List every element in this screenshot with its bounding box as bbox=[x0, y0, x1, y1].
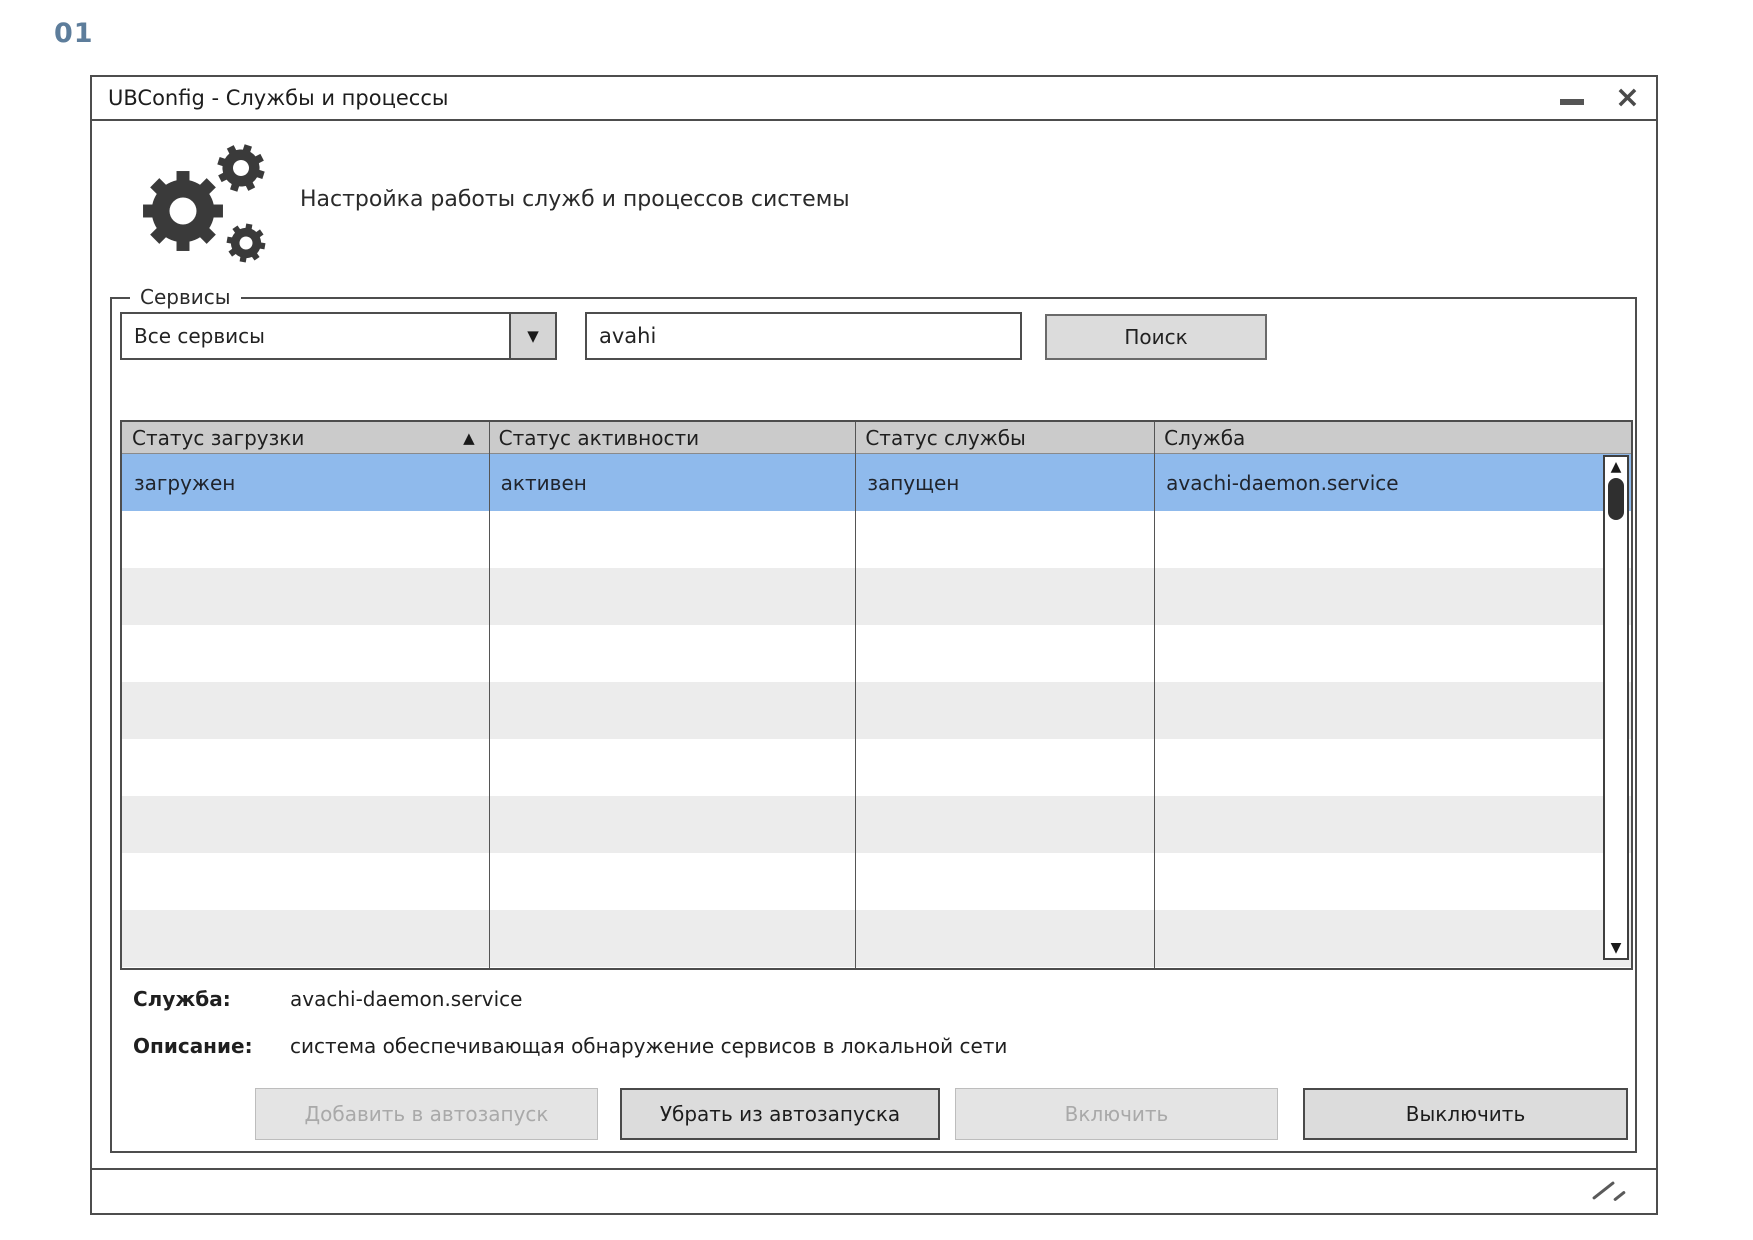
column-divider bbox=[1154, 422, 1155, 968]
slide-index-label: 01 bbox=[54, 18, 94, 49]
cell-load-status: загружен bbox=[134, 470, 236, 495]
enable-button[interactable]: Включить bbox=[955, 1088, 1278, 1140]
resize-grip-icon[interactable] bbox=[1588, 1176, 1632, 1206]
chevron-down-icon[interactable]: ▼ bbox=[509, 314, 555, 358]
window-controls bbox=[1559, 80, 1640, 115]
table-row[interactable] bbox=[122, 853, 1631, 910]
service-detail-value: avachi-daemon.service bbox=[290, 987, 523, 1011]
cell-service: avachi-daemon.service bbox=[1166, 470, 1399, 495]
cell-service-status: запущен bbox=[867, 470, 960, 495]
description-detail-value: система обеспечивающая обнаружение сервисов в локальной сети bbox=[290, 1034, 1008, 1058]
app-window bbox=[90, 75, 1658, 1215]
table-row-selected[interactable] bbox=[122, 454, 1631, 511]
cell-active-status: активен bbox=[500, 470, 587, 495]
sort-asc-icon: ▲ bbox=[463, 428, 475, 447]
services-groupbox-legend: Сервисы bbox=[130, 285, 241, 309]
window-content bbox=[92, 121, 1656, 1168]
table-row[interactable] bbox=[122, 625, 1631, 682]
grip-line bbox=[1613, 1191, 1626, 1202]
column-header-load-status[interactable] bbox=[122, 422, 489, 453]
minimize-icon[interactable] bbox=[1559, 85, 1585, 111]
scrollbar-down-icon[interactable]: ▼ bbox=[1610, 940, 1622, 956]
app-description: Настройка работы служб и процессов системы bbox=[300, 187, 850, 212]
table-scrollbar[interactable] bbox=[1603, 455, 1629, 960]
search-input[interactable] bbox=[585, 312, 1022, 360]
column-header-label: Служба bbox=[1164, 425, 1246, 450]
services-groupbox bbox=[110, 285, 1637, 1153]
column-header-service[interactable] bbox=[1154, 422, 1631, 453]
services-table bbox=[120, 420, 1633, 970]
close-icon[interactable]: × bbox=[1614, 80, 1640, 115]
table-row[interactable] bbox=[122, 796, 1631, 853]
service-filter-value: Все сервисы bbox=[134, 324, 265, 348]
search-button[interactable]: Поиск bbox=[1045, 314, 1267, 360]
table-header-row bbox=[122, 422, 1631, 454]
gears-icon bbox=[128, 139, 278, 271]
service-detail-row bbox=[133, 987, 522, 1011]
table-row[interactable] bbox=[122, 568, 1631, 625]
window-titlebar bbox=[92, 77, 1656, 121]
scrollbar-up-icon[interactable]: ▲ bbox=[1610, 459, 1622, 475]
minimize-bar bbox=[1560, 99, 1584, 105]
column-header-label: Статус активности bbox=[498, 425, 700, 450]
column-divider bbox=[855, 422, 856, 968]
table-empty-rows bbox=[122, 511, 1631, 967]
column-header-active-status[interactable] bbox=[489, 422, 856, 453]
scrollbar-thumb[interactable] bbox=[1608, 478, 1624, 520]
disable-button[interactable]: Выключить bbox=[1303, 1088, 1628, 1140]
remove-from-autostart-button[interactable]: Убрать из автозапуска bbox=[620, 1088, 940, 1140]
status-bar bbox=[92, 1168, 1656, 1213]
column-header-service-status[interactable] bbox=[855, 422, 1154, 453]
service-filter-dropdown[interactable] bbox=[120, 312, 557, 360]
description-detail-label: Описание: bbox=[133, 1034, 253, 1058]
table-row[interactable] bbox=[122, 511, 1631, 568]
window-title: UBConfig - Службы и процессы bbox=[108, 86, 449, 110]
table-row[interactable] bbox=[122, 910, 1631, 967]
description-detail-row bbox=[133, 1034, 1007, 1058]
column-header-label: Статус загрузки bbox=[132, 425, 305, 450]
service-detail-label: Служба: bbox=[133, 987, 231, 1011]
grip-line bbox=[1592, 1181, 1615, 1200]
table-row[interactable] bbox=[122, 682, 1631, 739]
column-header-label: Статус службы bbox=[865, 425, 1026, 450]
app-header bbox=[92, 121, 1656, 297]
add-to-autostart-button[interactable]: Добавить в автозапуск bbox=[255, 1088, 598, 1140]
table-row[interactable] bbox=[122, 739, 1631, 796]
column-divider bbox=[489, 422, 490, 968]
